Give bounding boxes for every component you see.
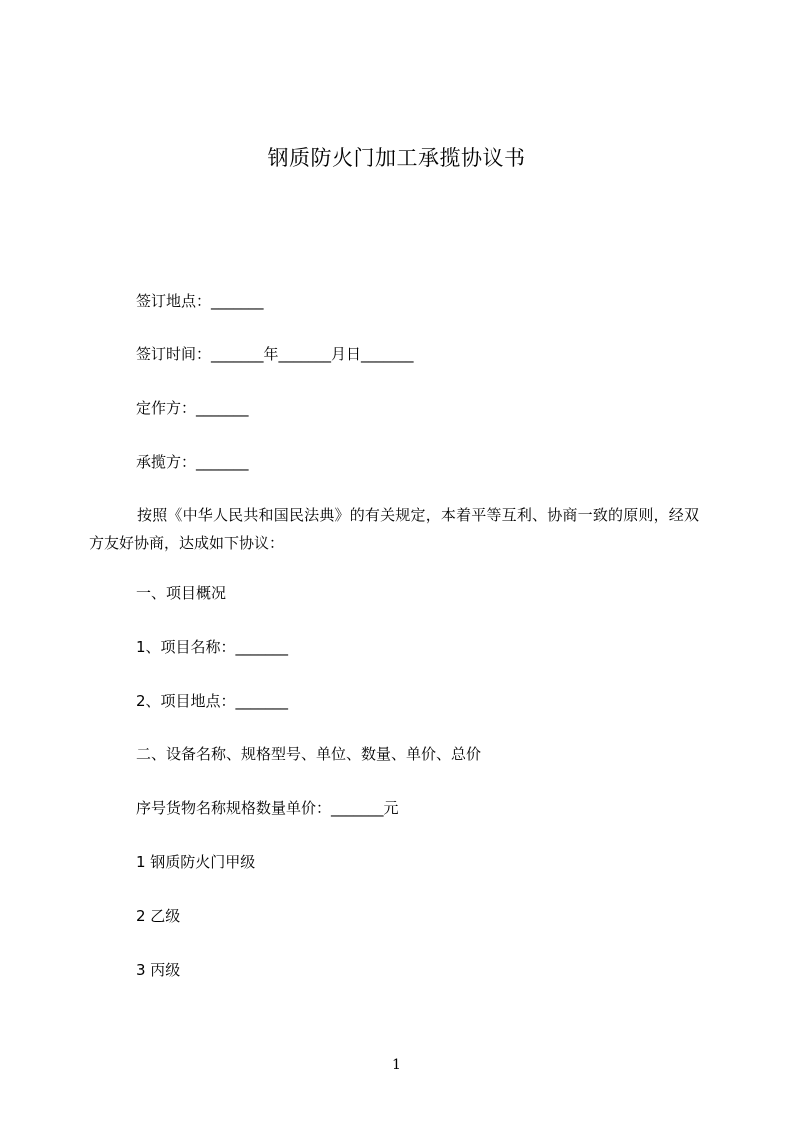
section1-heading: 一、项目概况 <box>136 584 227 602</box>
contractor-line: 承揽方：_______ <box>136 453 249 471</box>
list-item: 2 乙级 <box>136 907 181 925</box>
document-title: 钢质防火门加工承揽协议书 <box>267 146 526 170</box>
project-location-line: 2、项目地点：_______ <box>136 692 289 710</box>
signing-place-line: 签订地点：_______ <box>136 292 264 310</box>
page-number: 1 <box>392 1057 401 1073</box>
section2-heading: 二、设备名称、规格型号、单位、数量、单价、总价 <box>136 745 482 763</box>
project-name-line: 1、项目名称：_______ <box>136 638 289 656</box>
list-item: 1 钢质防火门甲级 <box>136 853 256 871</box>
intro-paragraph: 按照《中华人民共和国民法典》的有关规定，本着平等互利、协商一致的原则，经双方友好协商，达成如下协议： <box>89 506 699 552</box>
signing-time-line: 签订时间：_______年_______月日_______ <box>136 345 414 363</box>
list-item: 3 丙级 <box>136 961 181 979</box>
table-header-line: 序号货物名称规格数量单价：_______元 <box>136 799 399 817</box>
orderer-line: 定作方：_______ <box>136 399 249 417</box>
